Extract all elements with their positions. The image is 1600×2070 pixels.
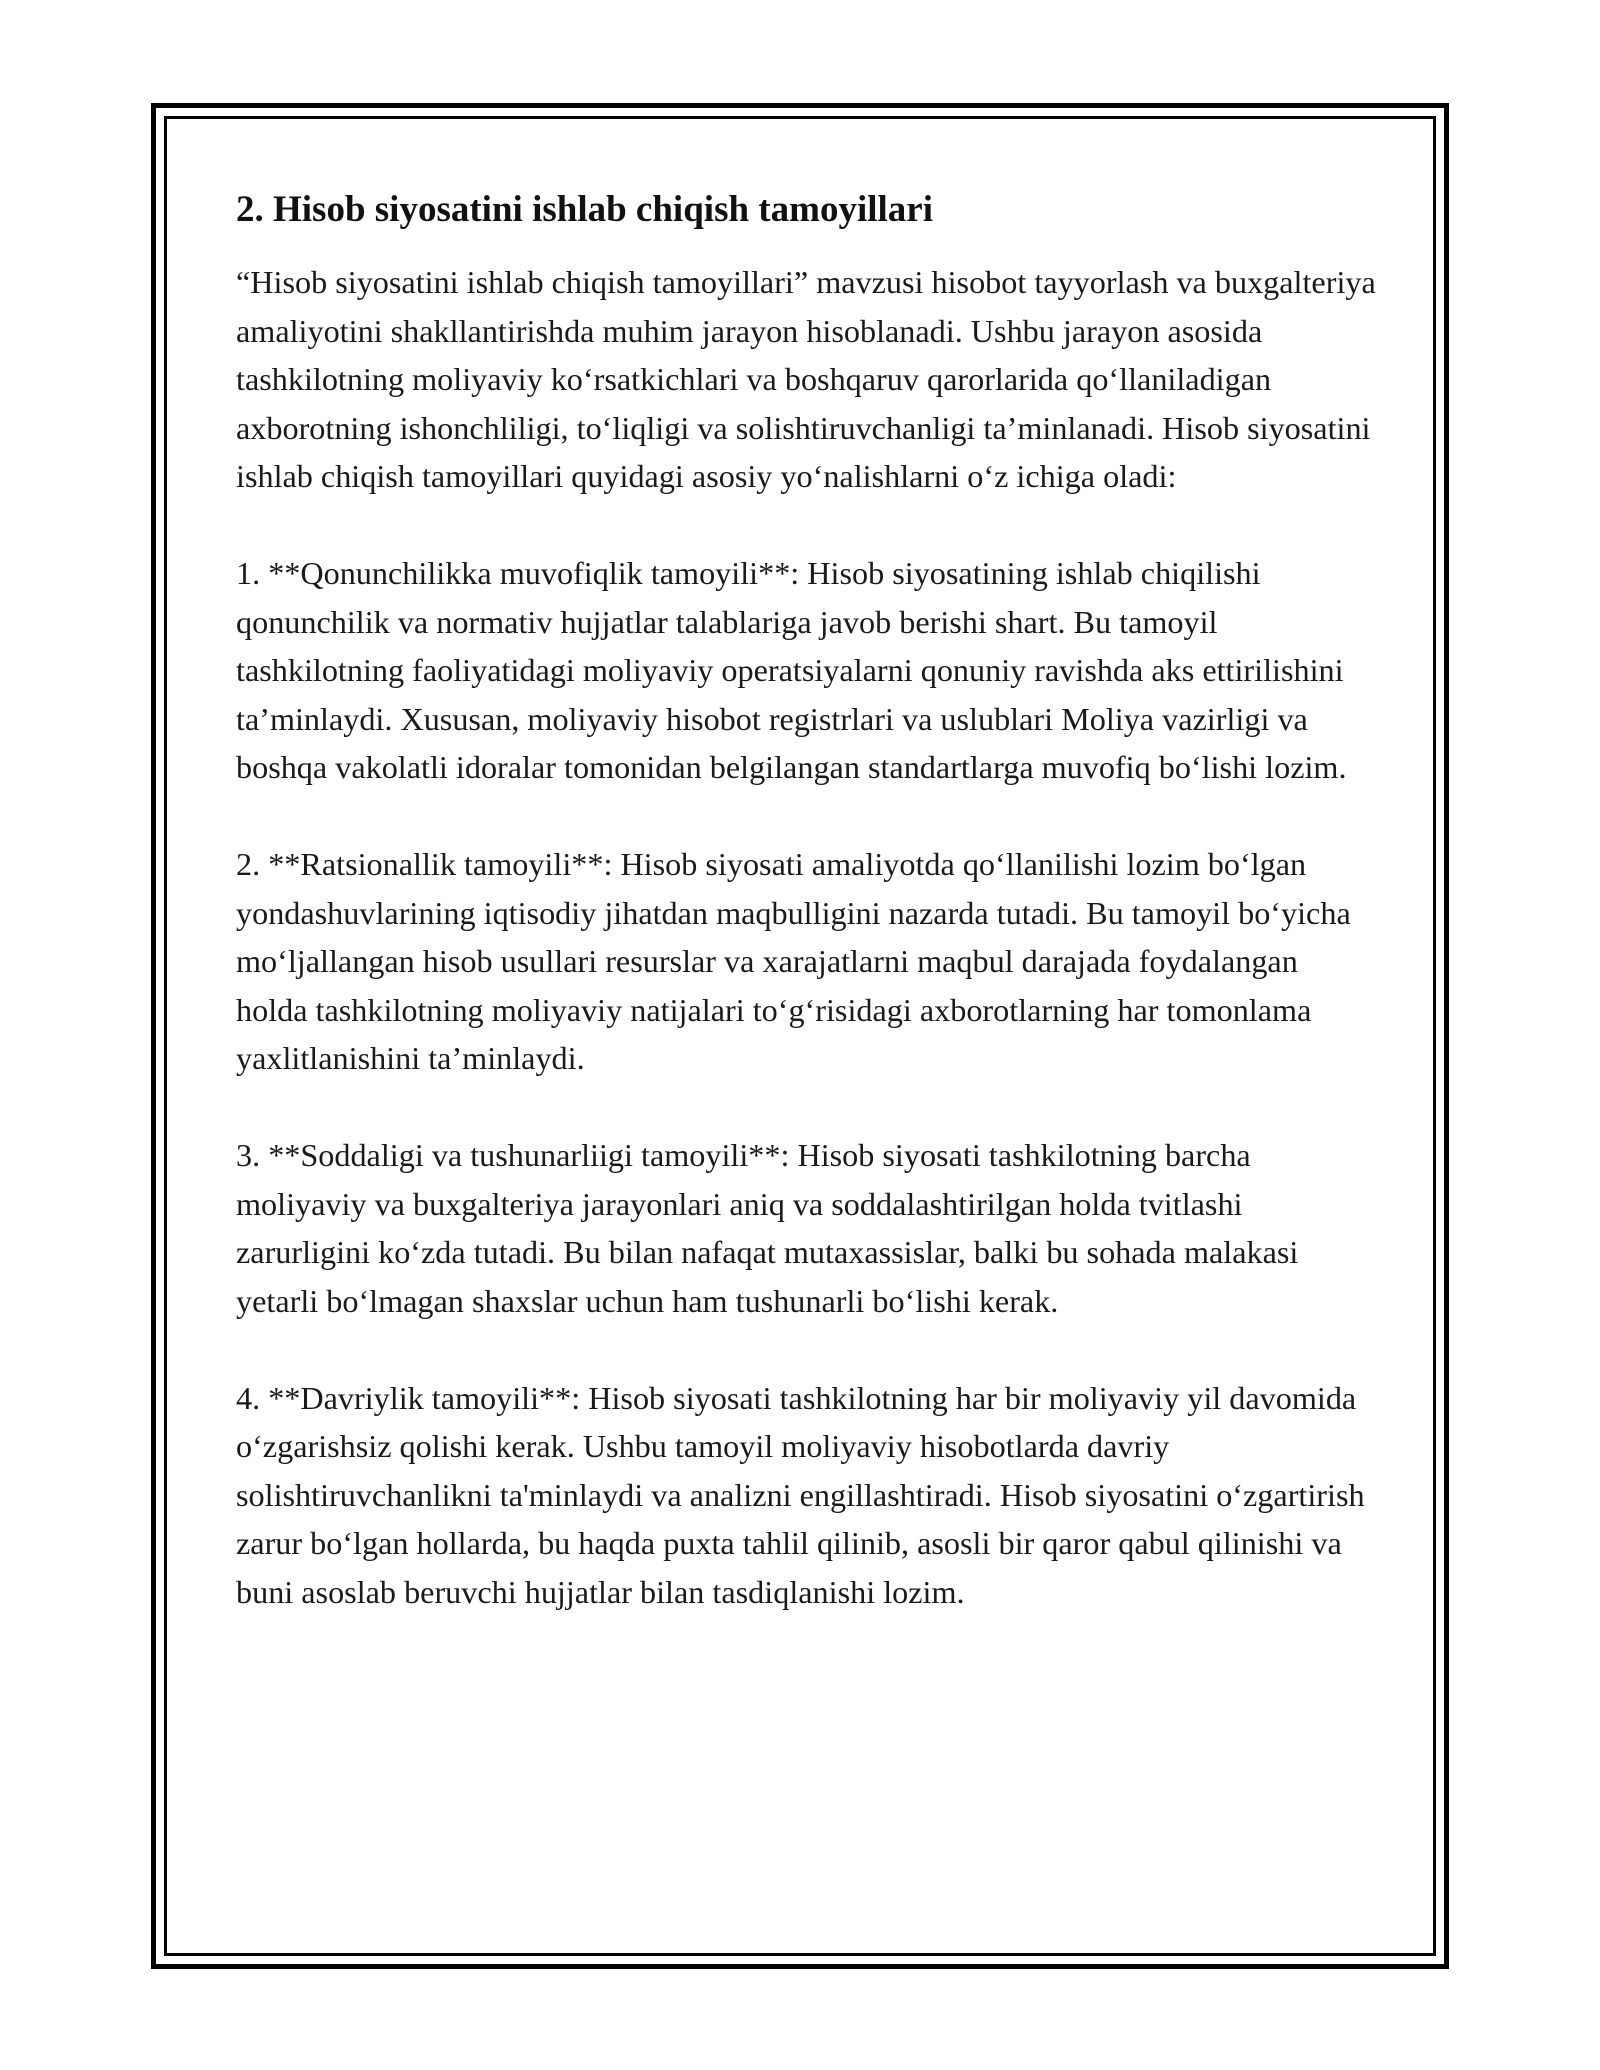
principle-2-paragraph: 2. **Ratsionallik tamoyili**: Hisob siyosati amaliyotda qoʻllanilishi lozim boʻlgan yondashuvlarining iqtisodiy jihatdan maqbulligini nazarda tutadi. Bu tamoyil boʻyicha moʻljallangan hisob usullari resurslar va xarajatlarni maqbul darajada foydalangan holda tashkilotning moliyaviy natijalari toʻgʻrisidagi axborotlarning har tomonlama yaxlitlanishini taʼminlaydi. <box>236 846 1351 1076</box>
intro-paragraph: “Hisob siyosatini ishlab chiqish tamoyillari” mavzusi hisobot tayyorlash va buxgalteriya amaliyotini shakllantirishda muhim jarayon hisoblanadi. Ushbu jarayon asosida tashkilotning moliyaviy koʻrsatkichlari va boshqaruv qarorlarida qoʻllaniladigan axborotning ishonchliligi, toʻliqligi va solishtiruvchanligi taʼminlanadi. Hisob siyosatini ishlab chiqish tamoyillari quyidagi asosiy yoʻnalishlarni oʻz ichiga oladi: <box>236 264 1376 494</box>
principle-1-paragraph: 1. **Qonunchilikka muvofiqlik tamoyili**: Hisob siyosatining ishlab chiqilishi qonunchilik va normativ hujjatlar talablariga javob berishi shart. Bu tamoyil tashkilotning faoliyatidagi moliyaviy operatsiyalarni qonuniy ravishda aks ettirilishini taʼminlaydi. Xususan, moliyaviy hisobot registrlari va uslublari Moliya vazirligi va boshqa vakolatli idoralar tomonidan belgilangan standartlarga muvofiq boʻlishi lozim. <box>236 555 1347 785</box>
principle-4-paragraph: 4. **Davriylik tamoyili**: Hisob siyosati tashkilotning har bir moliyaviy yil davomida oʻzgarishsiz qolishi kerak. Ushbu tamoyil moliyaviy hisobotlarda davriy solishtiruvchanlikni ta'minlaydi va analizni engillashtiradi. Hisob siyosatini oʻzgartirish zarur boʻlgan hollarda, bu haqda puxta tahlil qilinib, asosli bir qaror qabul qilinishi va buni asoslab beruvchi hujjatlar bilan tasdiqlanishi lozim. <box>236 1379 1365 1610</box>
page-title: 2. Hisob siyosatini ishlab chiqish tamoyillari <box>236 189 933 230</box>
document-body <box>236 186 1376 1665</box>
principle-3-paragraph: 3. **Soddaligi va tushunarliigi tamoyili**: Hisob siyosati tashkilotning barcha moliyaviy va buxgalteriya jarayonlari aniq va soddalashtirilgan holda tvitlashi zarurligini koʻzda tutadi. Bu bilan nafaqat mutaxassislar, balki bu sohada malakasi yetarli boʻlmagan shaxslar uchun ham tushunarli boʻlishi kerak. <box>236 1137 1299 1319</box>
